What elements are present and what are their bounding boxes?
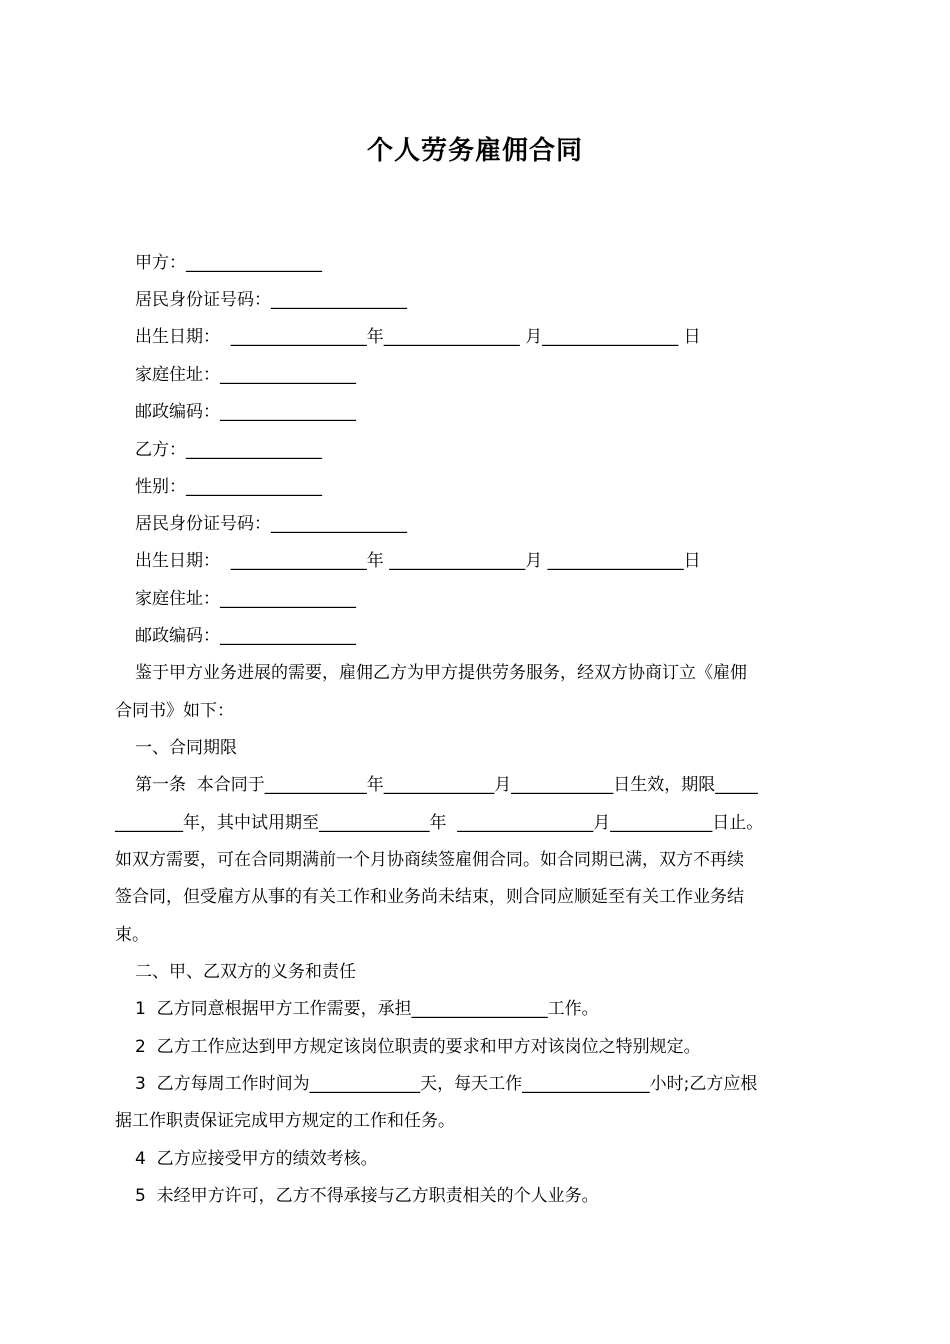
duty-item-4: 4 乙方应接受甲方的绩效考核。 [135, 1149, 378, 1169]
section-1-heading: 一、合同期限 [135, 738, 237, 758]
article-1-line-4: 签合同，但受雇方从事的有关工作和业务尚未结束，则合同应顺延至有关工作业务结 [115, 887, 744, 907]
party-a-birth: 出生日期： ________________年________________ 月________________ 日 [135, 327, 701, 347]
duty-item-3-line-1: 3 乙方每周工作时间为_____________天，每天工作_______________小时;乙方应根 [135, 1074, 758, 1094]
section-2-heading: 二、甲、乙双方的义务和责任 [135, 962, 356, 982]
party-b-address: 家庭住址：________________ [135, 589, 356, 609]
party-b-birth: 出生日期： ________________年 ________________月 ________________日 [135, 551, 701, 571]
preamble-line-1: 鉴于甲方业务进展的需要，雇佣乙方为甲方提供劳务服务，经双方协商订立《雇佣 [135, 663, 747, 683]
party-a-address: 家庭住址：________________ [135, 365, 356, 385]
duty-item-2: 2 乙方工作应达到甲方规定该岗位职责的要求和甲方对该岗位之特别规定。 [135, 1037, 701, 1057]
document-title: 个人劳务雇佣合同 [366, 136, 583, 166]
article-1-line-3: 如双方需要，可在合同期满前一个月协商续签雇佣合同。如合同期已满，双方不再续 [115, 850, 744, 870]
article-1-line-5: 束。 [115, 925, 149, 945]
party-a-name: 甲方：________________ [135, 253, 322, 273]
party-a-id: 居民身份证号码：________________ [135, 290, 407, 310]
party-b-name: 乙方：________________ [135, 440, 322, 460]
party-b-postcode: 邮政编码：________________ [135, 626, 356, 646]
party-b-id: 居民身份证号码：________________ [135, 514, 407, 534]
article-1-line-1: 第一条 本合同于____________年_____________月____________日生效，期限_____ [135, 775, 758, 795]
duty-item-1: 1 乙方同意根据甲方工作需要，承担________________工作。 [135, 999, 599, 1019]
party-a-postcode: 邮政编码：________________ [135, 402, 356, 422]
article-1-line-2: ________年，其中试用期至_____________年 ________________月____________日止。 [115, 813, 764, 833]
duty-item-3-line-2: 据工作职责保证完成甲方规定的工作和任务。 [115, 1111, 455, 1131]
preamble-line-2: 合同书》如下： [115, 701, 234, 721]
party-b-gender: 性别：________________ [135, 477, 322, 497]
duty-item-5: 5 未经甲方许可，乙方不得承接与乙方职责相关的个人业务。 [135, 1186, 599, 1206]
